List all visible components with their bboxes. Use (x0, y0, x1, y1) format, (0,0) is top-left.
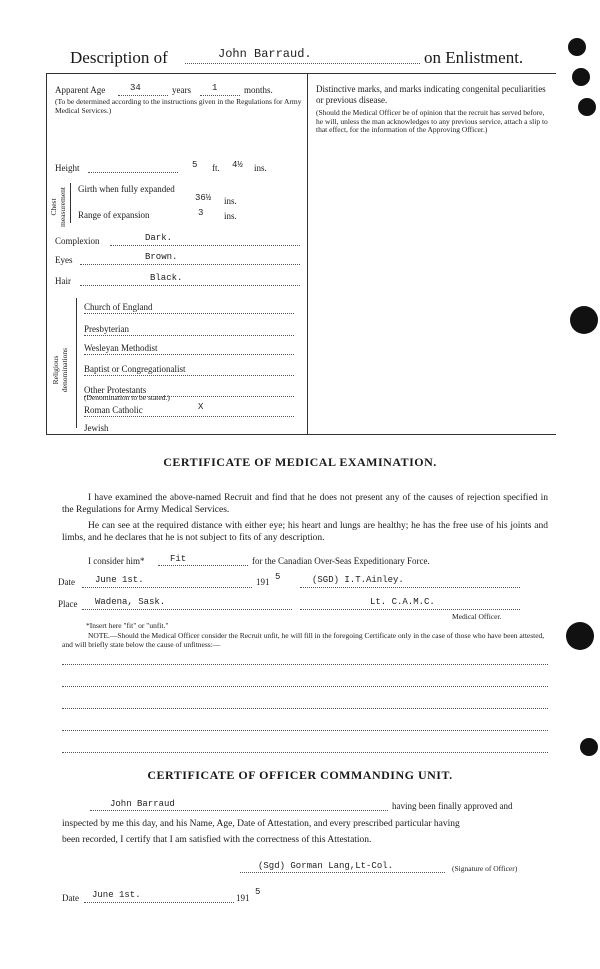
officer-name-value: John Barraud (110, 799, 175, 809)
section-rule (46, 434, 556, 435)
religion-item: Jewish (84, 423, 109, 433)
officer-date-label: Date (62, 893, 79, 903)
distinctive-label: Distinctive marks, and marks indicating congenital peculiarities or previous disease. (316, 84, 546, 105)
religion-item: Baptist or Congregationalist (84, 364, 186, 374)
officer-year-value: 5 (255, 887, 261, 897)
religion-item: Wesleyan Methodist (84, 343, 158, 353)
officer-signature: (Sgd) Gorman Lang,Lt-Col. (258, 861, 394, 871)
medical-para1: I have examined the above-named Recruit and find that he does not present any of the causes of rejection specified in the Regulations for Army Medical Services. (62, 493, 548, 515)
officer-signature-label: (Signature of Officer) (452, 864, 518, 873)
punch-hole (570, 306, 598, 334)
unfit-line (62, 686, 548, 687)
punch-hole (578, 98, 596, 116)
officer-text2: inspected by me this day, and his Name, Age, Date of Attestation, and every prescribed particular having (62, 819, 460, 829)
range-label: Range of expansion (78, 210, 150, 220)
top-border (46, 73, 556, 74)
med-date-line (82, 587, 252, 588)
religion-item: (Denomination to be stated.) (84, 393, 170, 402)
officer-year-prefix: 191 (236, 893, 250, 903)
medical-heading: CERTIFICATE OF MEDICAL EXAMINATION. (163, 455, 437, 469)
religion-bracket (76, 298, 77, 428)
religion-mark: X (198, 402, 204, 412)
religion-item: Presbyterian (84, 324, 129, 334)
section-divider (307, 74, 308, 434)
consider-line (158, 565, 248, 566)
title-suffix: on Enlistment. (424, 48, 524, 67)
complexion-value: Dark. (145, 233, 173, 243)
age-months-line (200, 95, 240, 96)
punch-hole (566, 622, 594, 650)
age-years: 34 (130, 83, 141, 93)
punch-hole (572, 68, 590, 86)
age-months: 1 (212, 83, 218, 93)
religion-line (84, 416, 294, 417)
girth-label: Girth when fully expanded (78, 184, 175, 194)
hair-line (80, 285, 300, 286)
religion-line (84, 313, 294, 314)
girth-value: 36½ (195, 193, 212, 203)
religion-line (84, 335, 294, 336)
height-ft: 5 (192, 160, 198, 170)
hair-label: Hair (55, 276, 71, 286)
medical-footnote: *Insert here "fit" or "unfit." (86, 621, 169, 630)
height-dots (88, 172, 178, 173)
med-year-value: 5 (275, 572, 281, 582)
med-year-prefix: 191 (256, 577, 270, 587)
unfit-line (62, 664, 548, 665)
medical-note: NOTE.—Should the Medical Officer consider the Recruit unfit, he will fill in the foregoing Certificate only in the case of those who have been attested, and will briefly state below the cause of unfitness:— (62, 631, 545, 649)
ft-label: ft. (212, 163, 220, 173)
unfit-line (62, 752, 548, 753)
chest-label: Chest measurement (49, 187, 67, 227)
officer-signature-line (240, 872, 445, 873)
place-label: Place (58, 599, 78, 609)
name-line (185, 63, 420, 64)
age-note: (To be determined according to the instructions given in the Regulations for Army Medical Services.) (55, 97, 302, 115)
officer-text3: been recorded, I certify that I am satisfied with the correctness of this Attestation. (62, 835, 372, 845)
range-ins: ins. (224, 211, 237, 221)
religion-label: Religious denominations (51, 347, 69, 393)
eyes-value: Brown. (145, 252, 178, 262)
punch-hole (580, 738, 598, 756)
medical-officer-label: Medical Officer. (452, 612, 502, 621)
complexion-label: Complexion (55, 236, 100, 246)
consider-value: Fit (170, 554, 187, 564)
place-line (82, 609, 292, 610)
officer-date-line (84, 902, 234, 903)
recruit-name: John Barraud. (218, 47, 312, 61)
age-label: Apparent Age (55, 85, 106, 95)
med-date-value: June 1st. (95, 575, 144, 585)
range-value: 3 (198, 208, 204, 218)
age-years-line (118, 95, 168, 96)
chest-bracket (70, 183, 71, 223)
religion-item: Other Protestants (84, 385, 147, 395)
religion-line (84, 354, 294, 355)
med-signature-line (300, 587, 520, 588)
height-in: 4½ (232, 160, 243, 170)
distinctive-note: (Should the Medical Officer be of opinion that the recruit has served before, he will, unless the man acknowledges to any previous service, attach a slip to that effect, for the information of the Approving Officer.) (316, 108, 548, 134)
med-rank-line (300, 609, 520, 610)
med-date-label: Date (58, 577, 75, 587)
religion-line (84, 375, 294, 376)
unfit-line (62, 730, 548, 731)
med-rank: Lt. C.A.M.C. (370, 597, 435, 607)
officer-text1: having been finally approved and (392, 801, 513, 811)
girth-ins: ins. (224, 196, 237, 206)
title-prefix: Description of (70, 48, 168, 67)
med-signature: (SGD) I.T.Ainley. (312, 575, 404, 585)
complexion-line (110, 245, 300, 246)
place-value: Wadena, Sask. (95, 597, 166, 607)
months-label: months. (244, 85, 273, 95)
religion-item: Roman Catholic (84, 405, 143, 415)
medical-para2: He can see at the required distance with either eye; his heart and lungs are healthy; he has the free use of his joints and limbs, and he declares that he is not subject to fits of any description. (62, 521, 548, 543)
officer-name-line (90, 810, 388, 811)
years-label: years (172, 85, 191, 95)
height-label: Height (55, 163, 80, 173)
eyes-label: Eyes (55, 255, 73, 265)
officer-heading: CERTIFICATE OF OFFICER COMMANDING UNIT. (147, 768, 453, 782)
unfit-line (62, 708, 548, 709)
religion-item: Church of England (84, 302, 153, 312)
left-border (46, 74, 47, 434)
hair-value: Black. (150, 273, 183, 283)
consider-suffix: for the Canadian Over-Seas Expeditionary Force. (252, 556, 430, 566)
officer-date-value: June 1st. (92, 890, 141, 900)
consider-prefix: I consider him* (88, 556, 145, 566)
punch-hole (568, 38, 586, 56)
ins-label: ins. (254, 163, 267, 173)
eyes-line (80, 264, 300, 265)
